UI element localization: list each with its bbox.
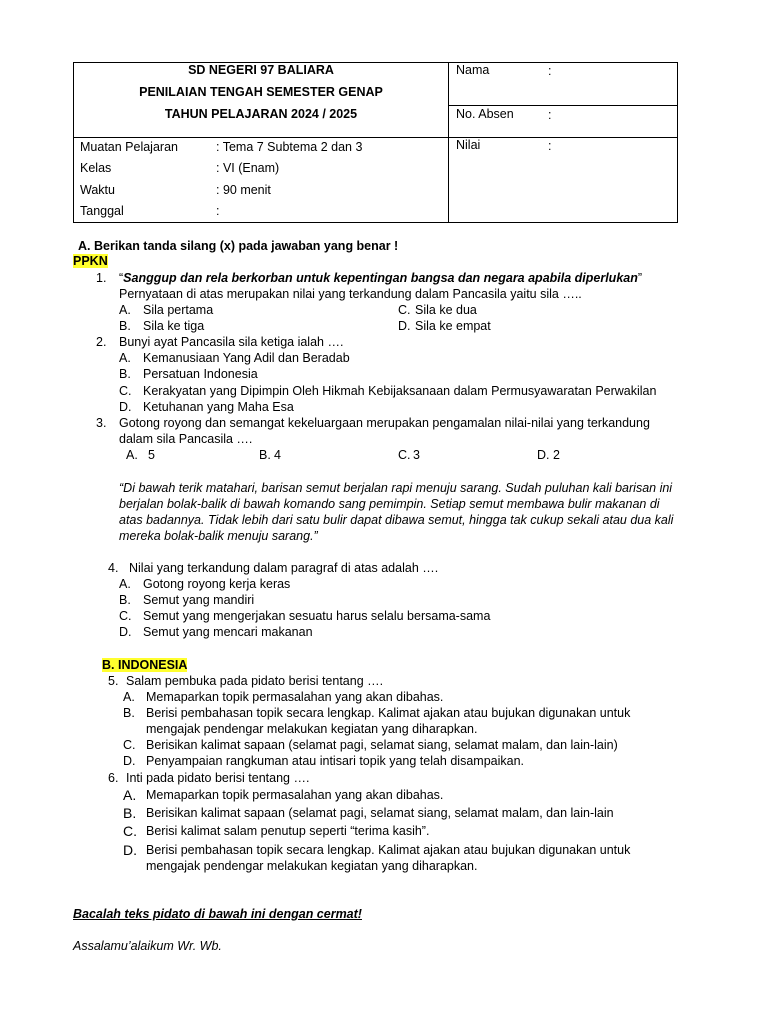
absen-colon: : bbox=[548, 108, 552, 122]
q4-number: 4. bbox=[108, 561, 119, 575]
q3-option-c: 3 bbox=[413, 448, 420, 462]
q3-option-b-key: B. bbox=[259, 448, 271, 462]
absen-label: No. Absen bbox=[456, 107, 514, 121]
q2-option-d: Ketuhanan yang Maha Esa bbox=[143, 400, 294, 414]
q4-option-a: Gotong royong kerja keras bbox=[143, 577, 291, 591]
q1-option-b: Sila ke tiga bbox=[143, 319, 205, 333]
q5-option-b-key: B. bbox=[123, 706, 135, 720]
q2-option-d-key: D. bbox=[119, 400, 132, 414]
q1-text: Pernyataan di atas merupakan nilai yang terkandung dalam Pancasila yaitu sila ….. bbox=[119, 287, 582, 301]
info-label-time: Waktu bbox=[80, 183, 115, 197]
q3-option-a: 5 bbox=[148, 448, 155, 462]
q3-number: 3. bbox=[96, 416, 107, 430]
q4-option-d-key: D. bbox=[119, 625, 132, 639]
section-ppkn-label: PPKN bbox=[73, 254, 108, 268]
q6-option-d-key: D. bbox=[123, 842, 137, 858]
passage-line-1: “Di bawah terik matahari, barisan semut berjalan rapi menuju sarang. Sudah puluhan kali barisan ini bbox=[119, 481, 673, 495]
q1-option-b-key: B. bbox=[119, 319, 131, 333]
q3-option-d-key: D. bbox=[537, 448, 550, 462]
q1-option-c: Sila ke dua bbox=[415, 303, 477, 317]
q2-option-b-key: B. bbox=[119, 367, 131, 381]
passage-line-3: atas badannya. Tidak lebih dari satu bulir dapat dibawa semut, hingga tak cukup sekali atau dua kali bbox=[119, 513, 674, 527]
q6-option-c-key: C. bbox=[123, 823, 137, 839]
exam-title: PENILAIAN TENGAH SEMESTER GENAP bbox=[139, 85, 383, 99]
info-value-class: : VI (Enam) bbox=[216, 161, 280, 175]
passage-line-2: berjalan bolak-balik di bawah komando sang pemimpin. Setiap semut membawa bulir makanan di bbox=[119, 497, 660, 511]
info-label-subject: Muatan Pelajaran bbox=[80, 140, 178, 154]
section-ppkn bbox=[73, 253, 108, 269]
nilai-colon: : bbox=[548, 139, 552, 153]
school-name: SD NEGERI 97 BALIARA bbox=[188, 63, 334, 77]
q6-number: 6. bbox=[108, 771, 119, 785]
q2-number: 2. bbox=[96, 335, 107, 349]
section-indonesia-label: B. INDONESIA bbox=[102, 658, 188, 672]
q5-text: Salam pembuka pada pidato berisi tentang …. bbox=[126, 674, 384, 688]
q5-option-c-key: C. bbox=[123, 738, 136, 752]
q4-option-b-key: B. bbox=[119, 593, 131, 607]
quote-open: “ bbox=[119, 271, 124, 285]
info-value-time: : 90 menit bbox=[216, 183, 271, 197]
quote-close: ” bbox=[637, 271, 643, 285]
q1-quote-text: Sanggup dan rela berkorban untuk kepentingan bangsa dan negara apabila diperlukan bbox=[123, 271, 638, 285]
instruction: A. Berikan tanda silang (x) pada jawaban yang benar ! bbox=[78, 239, 399, 253]
passage-line-4: mereka bolak-balik menuju sarang.” bbox=[119, 529, 318, 543]
q2-option-a-key: A. bbox=[119, 351, 131, 365]
info-value-subject: : Tema 7 Subtema 2 dan 3 bbox=[216, 140, 363, 154]
q2-option-a: Kemanusiaan Yang Adil dan Beradab bbox=[143, 351, 350, 365]
q5-option-d-key: D. bbox=[123, 754, 136, 768]
q6-option-d: Berisi pembahasan topik secara lengkap. Kalimat ajakan atau bujukan digunakan untuk bbox=[146, 843, 631, 857]
q3-line2: dalam sila Pancasila …. bbox=[119, 432, 253, 446]
q1-option-c-key: C. bbox=[398, 303, 411, 317]
q6-option-a-key: A. bbox=[123, 787, 137, 803]
q1-number: 1. bbox=[96, 271, 107, 285]
section-indonesia bbox=[102, 657, 187, 673]
q3-option-c-key: C. bbox=[398, 448, 411, 462]
q2-option-c-key: C. bbox=[119, 384, 132, 398]
q6-option-b-key: B. bbox=[123, 805, 137, 821]
nama-colon: : bbox=[548, 64, 552, 78]
q1-option-a: Sila pertama bbox=[143, 303, 214, 317]
q6-option-c: Berisi kalimat salam penutup seperti “terima kasih”. bbox=[146, 824, 430, 838]
greeting: Assalamu’alaikum Wr. Wb. bbox=[73, 939, 222, 953]
q4-option-c: Semut yang mengerjakan sesuatu harus selalu bersama-sama bbox=[143, 609, 491, 623]
academic-year: TAHUN PELAJARAN 2024 / 2025 bbox=[164, 107, 358, 121]
info-label-date: Tanggal bbox=[80, 204, 124, 218]
q5-option-a: Memaparkan topik permasalahan yang akan dibahas. bbox=[146, 690, 444, 704]
q5-option-a-key: A. bbox=[123, 690, 135, 704]
q4-option-c-key: C. bbox=[119, 609, 132, 623]
q4-option-d: Semut yang mencari makanan bbox=[143, 625, 313, 639]
q5-option-b: Berisi pembahasan topik secara lengkap. Kalimat ajakan atau bujukan digunakan untuk bbox=[146, 706, 631, 720]
q5-option-b-cont: mengajak pendengar melakukan kegiatan yang diharapkan. bbox=[146, 722, 478, 736]
q4-text: Nilai yang terkandung dalam paragraf di atas adalah …. bbox=[129, 561, 439, 575]
q1-option-d: Sila ke empat bbox=[415, 319, 491, 333]
q4-option-b: Semut yang mandiri bbox=[143, 593, 255, 607]
q5-option-d: Penyampaian rangkuman atau intisari topik yang telah disampaikan. bbox=[146, 754, 525, 768]
q5-number: 5. bbox=[108, 674, 119, 688]
q6-option-a: Memaparkan topik permasalahan yang akan dibahas. bbox=[146, 788, 444, 802]
q1-quote bbox=[119, 270, 642, 286]
q2-option-c: Kerakyatan yang Dipimpin Oleh Hikmah Kebijaksanaan dalam Permusyawaratan Perwakilan bbox=[143, 384, 657, 398]
q4-option-a-key: A. bbox=[119, 577, 131, 591]
q6-text: Inti pada pidato berisi tentang …. bbox=[126, 771, 310, 785]
q1-option-d-key: D. bbox=[398, 319, 411, 333]
info-label-class: Kelas bbox=[80, 161, 112, 175]
read-instruction: Bacalah teks pidato di bawah ini dengan cermat! bbox=[73, 907, 362, 921]
nama-label: Nama bbox=[456, 63, 490, 77]
q3-option-a-key: A. bbox=[126, 448, 138, 462]
q3-line1: Gotong royong dan semangat kekeluargaan merupakan pengamalan nilai-nilai yang terkandung bbox=[119, 416, 650, 430]
info-value-date: : bbox=[216, 204, 220, 218]
nilai-label: Nilai bbox=[456, 138, 481, 152]
q2-option-b: Persatuan Indonesia bbox=[143, 367, 258, 381]
q6-option-b: Berisikan kalimat sapaan (selamat pagi, selamat siang, selamat malam, dan lain-lain bbox=[146, 806, 614, 820]
q3-option-b: 4 bbox=[274, 448, 281, 462]
q5-option-c: Berisikan kalimat sapaan (selamat pagi, selamat siang, selamat malam, dan lain-lain) bbox=[146, 738, 618, 752]
q3-option-d: 2 bbox=[553, 448, 560, 462]
q2-text: Bunyi ayat Pancasila sila ketiga ialah …. bbox=[119, 335, 344, 349]
q1-option-a-key: A. bbox=[119, 303, 131, 317]
q6-option-d-cont: mengajak pendengar melakukan kegiatan yang diharapkan. bbox=[146, 859, 478, 873]
